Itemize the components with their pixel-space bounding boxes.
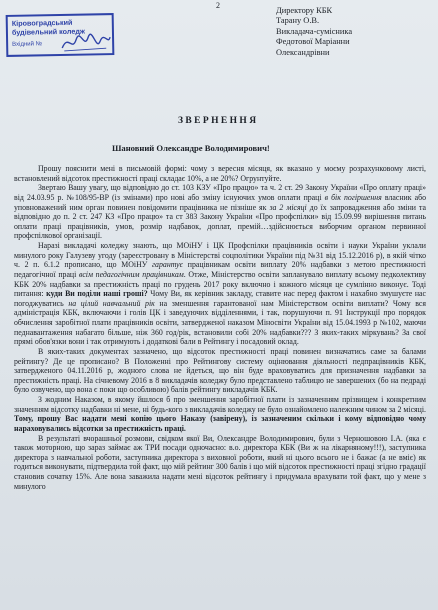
paragraph-text-run: Прошу пояснити мені в письмовій формі: чому з вересня місяця, як вказано у моєму розрахунковому листі, встановлений відсоток престижності праці складає 10%, а не 20%? Огрунтуйте.	[14, 164, 426, 183]
recipient-line: Олександрівни	[276, 47, 330, 57]
paragraph-text-run: власник або уповноважений ним орган повинен повідомити працівника не пізніше як	[14, 192, 426, 212]
body-paragraph	[14, 183, 426, 241]
body-paragraph	[14, 164, 426, 183]
paragraph-text-run: всім педагогічним працівникам	[79, 269, 184, 279]
document-body	[14, 164, 426, 491]
stamp-line-1: Кіровоградський	[11, 17, 73, 28]
paragraph-text-run: до їх запровадження або зміни та відповідно до п. 2 ст. 247 КЗ «Про працю» та ст 383 Закону України «Про профспілки» від 15.09.99 вирішення питань оплати праці працівників, умов, розмір надбавок, доплат, премій…здійснюється виборчим органом первинної профспілкової організації.	[14, 202, 426, 241]
stamp-line-2: будівельний коледж	[11, 26, 86, 37]
paragraph-text-run: Звертаю Вашу увагу, що відповідно до ст. 103 КЗУ «Про працю» та ч. 2 ст. 29 Закону України «Про оплату праці» від 24.03.95 р. №108/95-ВР (із змінами) про нові або зміну існуючих умов оплати праці	[14, 183, 426, 202]
stamp-signature-icon	[60, 31, 112, 54]
registration-stamp	[6, 13, 115, 57]
recipient-line: Федотової Маріанни	[276, 37, 350, 47]
paragraph-text-run: Тому, прошу Вас надати мені копію цього Наказу (завірену), із зазначеним скільки і кому відповідно чому нараховувались відсотки за престижність праці.	[14, 414, 426, 433]
paragraph-text-run: В яких-таких документах зазначено, що відсоток престижності праці повинен визначатись саме за балами рейтингу? Де це прописано? В Положенні про Рейтингову систему оцінювання діяльності педпрацівників КБК, затвердженого 04.11.2016 р, жодного слова не йдеться, що він буде враховуватись для призначення надбавки за престижність праці. На січневому 2016 в 8 викладачів коледжу було представлено таблицю не завершених (бо на педраді було озвучено, що вона є поки що особливою) балів рейтингу викладачів КБК.	[14, 346, 426, 395]
body-paragraph	[14, 241, 426, 347]
paragraph-text-run: З жодним Наказом, в якому йшлося б про зменшення заробітної плати із зазначенням прізвищем і конкретним значенням відсотку надбавки ні мене, ні будь-кого з викладачів коледжу не було ознайомлено належним чином за 2 місяці.	[14, 395, 426, 414]
paragraph-text-run: . Отже, Міністерство освіти запланувало виплату всьому педколективу КБК 20% надбавки за престижність праці по грудень 2017 року включно і кожного місяця це сумлінно виконує. Тоді питання:	[14, 269, 426, 299]
paragraph-text-run: Чому Ви, як керівник закладу, ставите нас перед фактом і нахабно змушуєте нас погоджуватись	[14, 289, 427, 308]
page-number: 2	[216, 1, 220, 10]
body-paragraph	[14, 395, 426, 434]
recipient-line: Тарану О.В.	[276, 16, 320, 26]
paragraph-text-run: Наразі викладачі коледжу знають, що МОіНУ і ЦК Профспілки працівників освіти і науки України уклали минулого року Галузеву угоду (зареєстровану в Міністерстві соцполітики України під №31 від 15.12.2016 р), в якій чітко ч. 2 п. 6.1.2 прописано, що МОіНУ	[14, 241, 426, 270]
paragraph-text-run: гарантує	[152, 260, 184, 270]
paragraph-text-run: працівникам освіти виплату 20% надбавки з метою престижності педагогічної праці	[14, 260, 426, 279]
recipient-line: Викладача-сумісника	[276, 26, 353, 36]
paragraph-text-run: куди Ви поділи наші гроші?	[46, 289, 148, 299]
paragraph-text-run: на цілий навчальний рік	[68, 298, 155, 308]
recipient-line: Директору КБК	[276, 6, 333, 15]
stamp-line-3: Вхідний №	[12, 41, 43, 48]
body-paragraph	[14, 434, 426, 492]
paragraph-text-run: за 2 місяці	[269, 202, 307, 212]
document-title: ЗВЕРНЕННЯ	[178, 116, 259, 126]
greeting: Шановний Олександре Володимирович!	[112, 143, 270, 153]
paragraph-text-run: на зменшення гарантованої нам Міністерством освіти виплати? Чому вся адміністрація КБК, включаючи і голів ЦК і заведуючих відділеннями, і так, порушуючи п. 91 Інструкції про порядок обчислення заробітної плати працівників освіти, затвердженої наказом Міносвіти України від 15.04.1993 р №102, маючи педнавантаження набагато більше, ніж 360 год/рік, встановили собі 20% надбавки??? З яких-таких міркувань? За свої прямі обов'язки вони і так отримують і додаткові бали в Рейтингу і посадовий оклад.	[14, 298, 426, 347]
paragraph-text-run: В результаті вчорашньої розмови, свідком якої Ви, Олександре Володимирович, були з Черношовою І.А. (яка є також моторною, що зараз займає аж ТРИ посади одночасно: в.о. директора КБК (Ви ж на лікарняному!!!), заступника директора з навчальної роботи, заступника директора з виховної роботи, який ні цього всього не і бажає (а не вміє) як годиться виконувати, підтвердила той факт, що мій рейтинг 300 балів і що мій відсоток престижності праці згідно градації становив сочатку 15%. Але вона заважила надати мені відсоток рейтингу і придумала врахувати той факт, що у мене з минулого	[14, 433, 426, 491]
body-paragraph	[14, 347, 426, 395]
paragraph-text-run: в бік погіршення	[324, 192, 382, 202]
recipient-block	[276, 6, 352, 58]
